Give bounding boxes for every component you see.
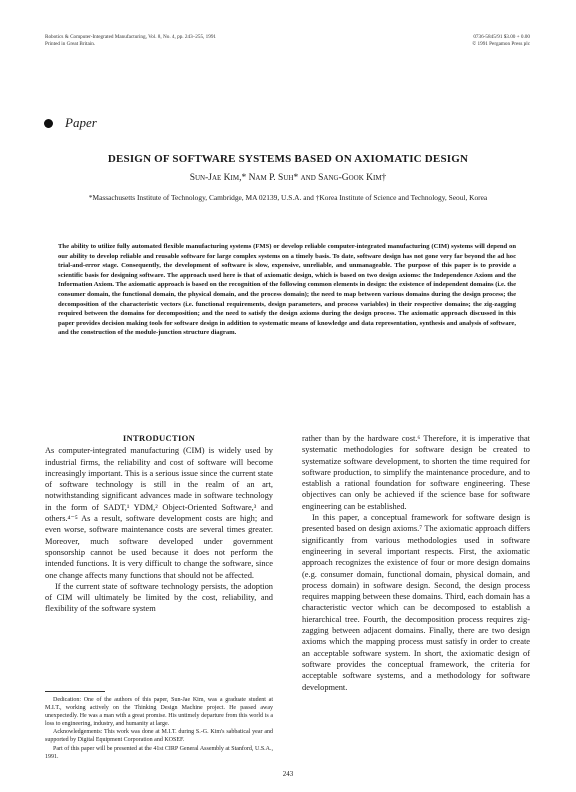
footnote-acknowledgements: Acknowledgements: This work was done at M.I.T. during S.-G. Kim's sabbatical year and supported by Digital Equipment Corporation and KOSEF. xyxy=(45,729,273,744)
intro-paragraph-2: If the current state of software technology persists, the adoption of CIM will ultimately be limited by the cost, reliability, and flexibility of the software system xyxy=(45,581,273,614)
affiliation: *Massachusetts Institute of Technology, Cambridge, MA 02139, U.S.A. and †Korea Institute of Science and Technology, Seoul, Korea xyxy=(88,193,488,202)
journal-line-2: Printed in Great Britain. xyxy=(45,41,96,47)
rights-line-2: © 1991 Pergamon Press plc xyxy=(472,41,530,47)
page-number: 243 xyxy=(282,770,294,778)
author-list: Sun-Jae Kim,* Nam P. Suh* and Sang-Gook Kim† xyxy=(189,173,387,183)
section-tag xyxy=(44,115,97,131)
footnote-dedication: Dedication: One of the authors of this paper, Sun-Jae Kim, was a graduate student at M.I.T., working actively on the Thinking Design Machine project. He passed away unexpectedly. He was a man with a great promise. His untimely departure from this world is a loss to engineering, industry, and humanity at large. xyxy=(45,697,273,728)
section-heading-introduction: INTRODUCTION xyxy=(122,433,196,443)
journal-line-1: Robotics & Computer-Integrated Manufacturing, Vol. 8, No. 4, pp. 243–255, 1991 xyxy=(45,34,217,40)
left-column xyxy=(45,433,273,615)
right-column xyxy=(302,433,530,693)
rights-line-1: 0736-5845/91 $3.00 + 0.00 xyxy=(473,34,530,40)
abstract: The ability to utilize fully automated flexible manufacturing systems (FMS) or develop reliable computer-integrated manufacturing (CIM) systems will depend on our ability to develop reliable and reusable software for large complex systems on a timely basis. To date, software design has not gone very far beyond the ad hoc trial-and-error stage. Consequently, the development of software is slow, expensive, unreliable, and unmanageable. The purpose of this paper is to provide a scientific basis for designing software. The approach used here is that of axiomatic design, which is based on two design axioms: the Independence Axiom and the Information Axiom. The axiomatic approach is based on the recognition of the following common elements in design: the existence of independent domains (i.e. the consumer domain, the functional domain, the physical domain, and the process domain); the need to map between various domains during the design process; the decomposition of the characteristic vectors (i.e. functional requirements, design parameters, and process variables) in their respective domains; the zig-zagging required between the domains for decomposition; and the need to satisfy the design axioms during the design process. The axiomatic approach discussed in this paper provides decision making tools for software design in addition to systematic means of knowledge and data representation, synthesis and analysis of software, and the construction of the module-junction structure diagram. xyxy=(58,243,516,337)
footnote-presented: Part of this paper will be presented at the 41st CIRP General Assembly at Stanford, U.S.A., 1991. xyxy=(45,745,273,760)
section-tag-label: Paper xyxy=(65,115,97,130)
paper-title: DESIGN OF SOFTWARE SYSTEMS BASED ON AXIOMATIC DESIGN xyxy=(107,153,469,165)
bullet-icon xyxy=(44,119,53,128)
intro-paragraph-3: rather than by the hardware cost.⁶ Therefore, it is imperative that systematic methodologies for software design be created to systematize software development, to shorten the time required for software production, to simplify the maintenance procedure, and to establish a rational foundation for software engineering. These objectives can only be achieved if the science base for software engineering can be established. xyxy=(302,434,530,511)
intro-paragraph-1: As computer-integrated manufacturing (CIM) is widely used by industrial firms, the reliability and cost of software will become increasingly important. This is a serious issue since the current state of software technology is still in the realm of an art, notwithstanding significant advances made in software technology in the form of SADT,¹ YDM,² Object-Oriented Software,³ and others.⁴⁻⁵ As a result, software development costs are high; and even worse, software maintenance costs are several times greater. Moreover, much software developed under government sponsorship cannot be used because it does not perform the intended functions. It is very difficult to change the software, since one change affects many functions that should not be affected. xyxy=(45,446,273,580)
journal-citation xyxy=(45,34,216,48)
footnote-divider xyxy=(45,691,105,692)
copyright-block xyxy=(472,34,530,48)
footnotes xyxy=(45,696,273,761)
intro-paragraph-4: In this paper, a conceptual framework for software design is presented based on design axioms.⁷ The axiomatic approach differs significantly from various methodologies used in software engineering in several important respects. First, the axiomatic approach recognizes the existence of four or more design domains (e.g. consumer domain, functional domain, physical domain, and process domain) in software design. Second, the design process requires mapping between these domains. Third, each domain has a characteristic vector which can be decomposed to establish a hierarchical tree. Fourth, the decomposition process requires zig-zagging between adjacent domains. Finally, there are two design axioms which the mapping process must satisfy in order to create an acceptable software system. In short, the axiomatic design of software provides the conceptual framework, the criteria for acceptable software systems, and a methodology for software development. xyxy=(302,513,530,692)
